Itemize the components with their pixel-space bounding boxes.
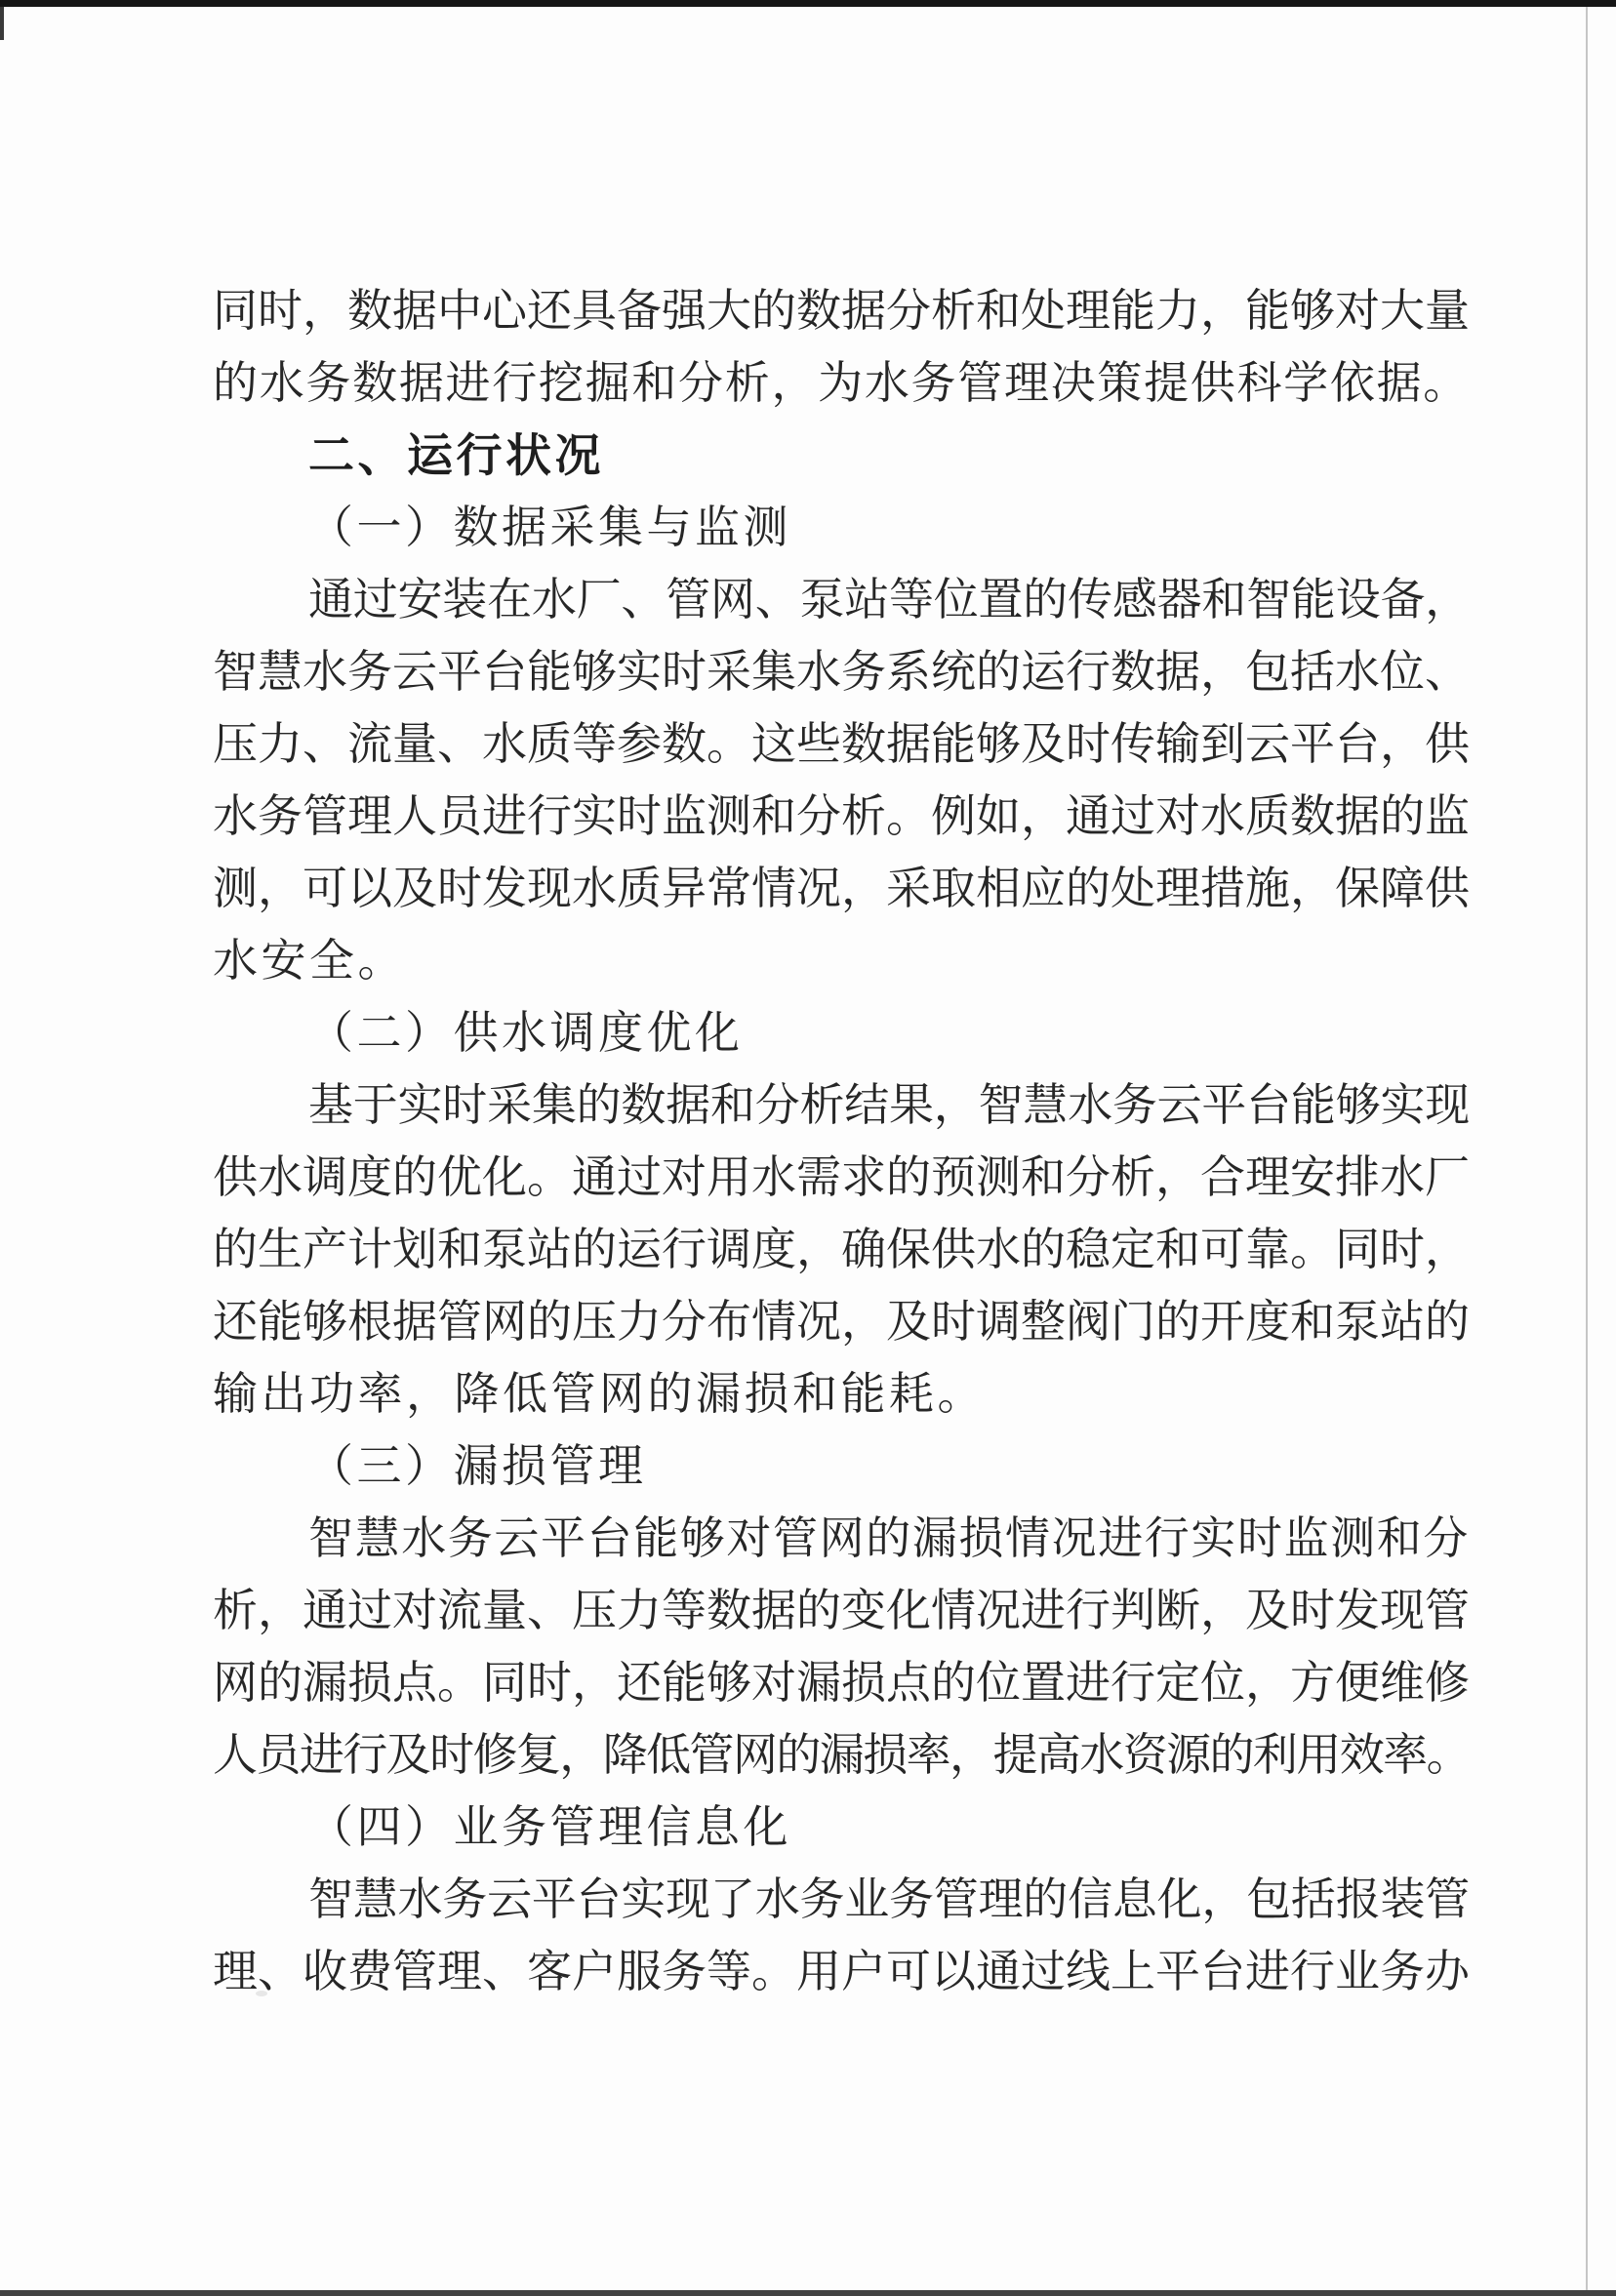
scan-edge-topleft-notch [0, 7, 4, 40]
text-line-content: 测，可以及时发现水质异常情况，采取相应的处理措施，保障供 [213, 864, 1470, 913]
subsection-heading [213, 997, 1470, 1069]
text-line-content: （三）漏损管理 [308, 1441, 647, 1491]
text-line [213, 781, 1470, 853]
text-line [213, 1719, 1470, 1792]
text-line-content: （四）业务管理信息化 [308, 1802, 791, 1852]
text-line-content: 智慧水务云平台能够实时采集水务系统的运行数据，包括水位、 [213, 647, 1470, 697]
text-line-content: 人员进行及时修复，降低管网的漏损率，提高水资源的利用效率。 [213, 1730, 1471, 1780]
text-line [213, 1647, 1470, 1719]
section-heading [213, 420, 1470, 492]
text-line-content: 输出功率，降低管网的漏损和能耗。 [213, 1369, 986, 1419]
text-line [213, 1069, 1470, 1142]
text-line [213, 564, 1470, 636]
text-line-content: 供水调度的优化。通过对用水需求的预测和分析，合理安排水厂 [213, 1152, 1470, 1202]
text-line [213, 1575, 1470, 1647]
text-line-content: 二、运行状况 [308, 429, 604, 481]
subsection-heading [213, 1792, 1470, 1864]
text-line [213, 853, 1470, 925]
text-line-content: 水务管理人员进行实时监测和分析。例如，通过对水质数据的监 [213, 791, 1470, 841]
text-line [213, 1936, 1470, 2008]
text-line-content: 智慧水务云平台实现了水务业务管理的信息化，包括报装管 [308, 1874, 1471, 1924]
subsection-heading [213, 1430, 1470, 1503]
text-line [213, 925, 1470, 997]
text-line [213, 636, 1470, 708]
text-line-content: 智慧水务云平台能够对管网的漏损情况进行实时监测和分 [308, 1513, 1470, 1563]
text-line [213, 1286, 1470, 1358]
text-line [213, 1503, 1470, 1575]
scan-edge-bottom [0, 2290, 1616, 2296]
text-line [213, 275, 1470, 347]
text-line-content: （二）供水调度优化 [308, 1008, 744, 1058]
scan-edge-right-line [1586, 7, 1588, 2296]
text-line-content: 基于实时采集的数据和分析结果，智慧水务云平台能够实现 [308, 1080, 1471, 1130]
text-line-content: 网的漏损点。同时，还能够对漏损点的位置进行定位，方便维修 [213, 1658, 1470, 1708]
text-line-content: 水安全。 [213, 936, 406, 986]
text-line [213, 1864, 1470, 1936]
text-line-content: 通过安装在水厂、管网、泵站等位置的传感器和智能设备， [308, 575, 1471, 624]
text-line-content: 压力、流量、水质等参数。这些数据能够及时传输到云平台，供 [213, 719, 1470, 769]
text-line [213, 708, 1470, 781]
document-body [213, 275, 1470, 2008]
text-line [213, 1358, 1470, 1430]
text-line-content: 还能够根据管网的压力分布情况，及时调整阀门的开度和泵站的 [213, 1297, 1470, 1347]
text-line [213, 347, 1470, 420]
text-line-content: 的水务数据进行挖掘和分析，为水务管理决策提供科学依据。 [213, 358, 1470, 408]
text-line-content: 同时，数据中心还具备强大的数据分析和处理能力，能够对大量 [213, 286, 1470, 336]
text-line [213, 1214, 1470, 1286]
subsection-heading [213, 492, 1470, 564]
text-line-content: （一）数据采集与监测 [308, 503, 791, 552]
text-line-content: 理、收费管理、客户服务等。用户可以通过线上平台进行业务办 [213, 1947, 1470, 1996]
text-line-content: 析，通过对流量、压力等数据的变化情况进行判断，及时发现管 [213, 1586, 1470, 1635]
text-line [213, 1142, 1470, 1214]
scan-edge-top [0, 0, 1616, 7]
text-line-content: 的生产计划和泵站的运行调度，确保供水的稳定和可靠。同时， [213, 1225, 1470, 1274]
